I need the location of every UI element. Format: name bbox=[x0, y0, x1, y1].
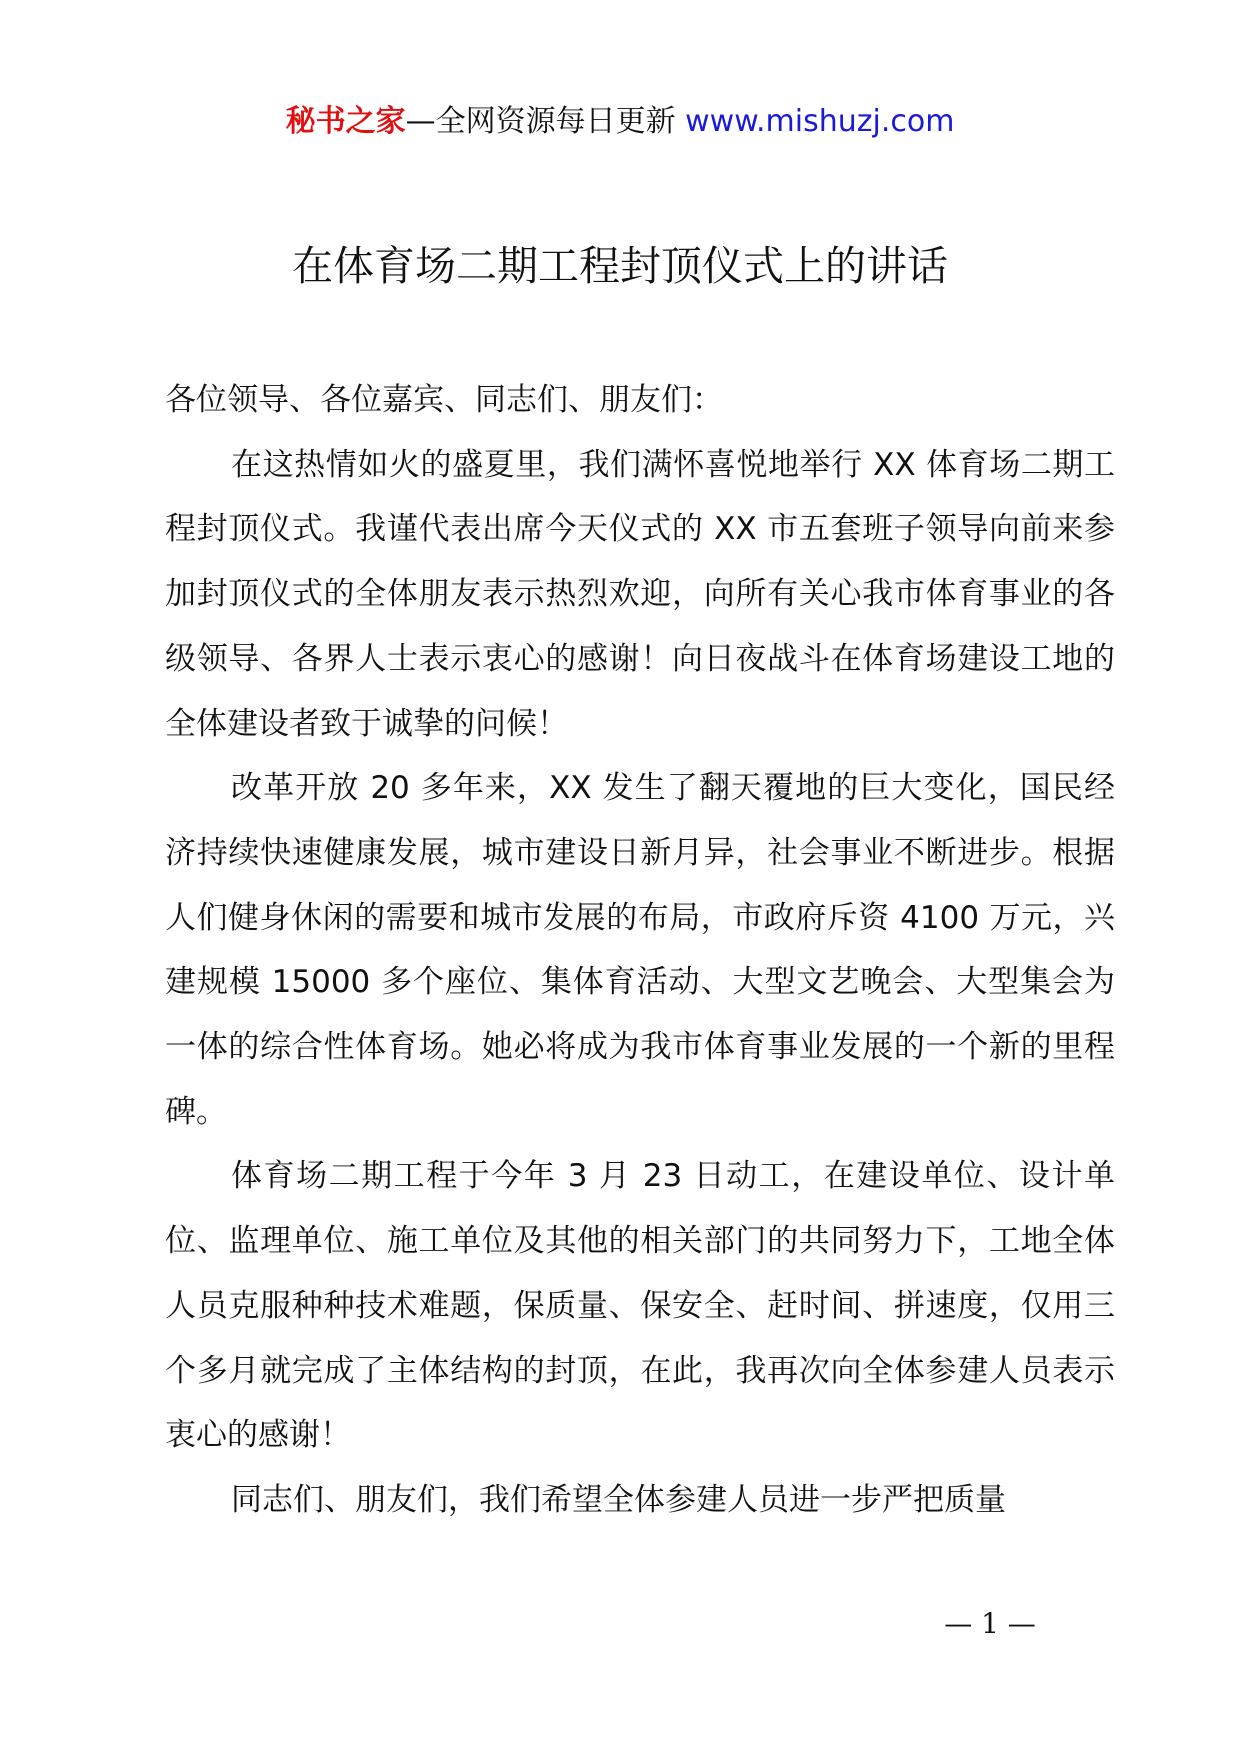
header-tagline: —全网资源每日更新 bbox=[405, 104, 686, 139]
paragraph: 改革开放 20 多年来，XX 发生了翻天覆地的巨大变化，国民经济持续快速健康发展，城市建设日新月异，社会事业不断进步。根据人们健身休闲的需要和城市发展的布局，市政府斥资 4100 万元，兴建规模 15000 多个座位、集体育活动、大型文艺晚会、大型集会为一体的综合性体育场。她必将成为我市体育事业发展的一个新的里程碑。 bbox=[165, 770, 1115, 1130]
site-header bbox=[0, 100, 1240, 144]
document-body bbox=[165, 368, 1115, 1533]
paragraph: 体育场二期工程于今年 3 月 23 日动工，在建设单位、设计单位、监理单位、施工单位及其他的相关部门的共同努力下，工地全体人员克服种种技术难题，保质量、保安全、赶时间、拼速度，仅用三个多月就完成了主体结构的封顶，在此，我再次向全体参建人员表示衷心的感谢！ bbox=[165, 1158, 1115, 1454]
brand-name: 秘书之家 bbox=[285, 104, 406, 139]
paragraph: 同志们、朋友们，我们希望全体参建人员进一步严把质量 bbox=[231, 1481, 1006, 1518]
page-number: — 1 — bbox=[944, 1607, 1036, 1640]
site-url[interactable]: www.mishuzj.com bbox=[685, 104, 955, 139]
paragraph: 在这热情如火的盛夏里，我们满怀喜悦地举行 XX 体育场二期工程封顶仪式。我谨代表出席今天仪式的 XX 市五套班子领导向前来参加封顶仪式的全体朋友表示热烈欢迎，向所有关心我市体育事业的各级领导、各界人士表示衷心的感谢！向日夜战斗在体育场建设工地的全体建设者致于诚挚的问候！ bbox=[165, 446, 1115, 742]
salutation: 各位领导、各位嘉宾、同志们、朋友们： bbox=[165, 382, 723, 418]
document-title: 在体育场二期工程封顶仪式上的讲话 bbox=[292, 242, 948, 290]
